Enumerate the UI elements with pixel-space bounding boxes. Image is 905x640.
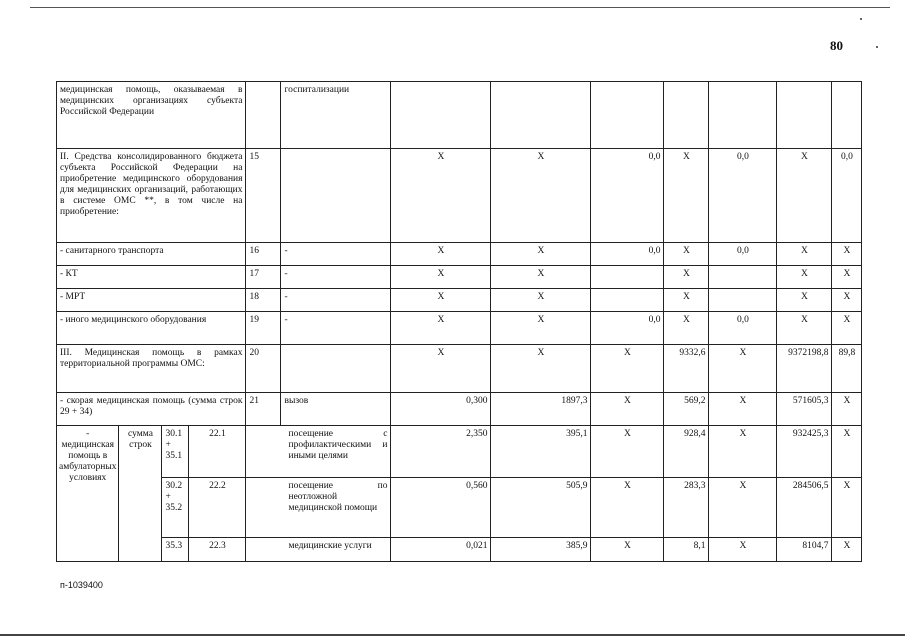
value-cell: X [832, 426, 862, 478]
value-cell: X [491, 266, 591, 289]
value-cell: 0,300 [391, 393, 491, 426]
table-row [57, 82, 862, 149]
table-row [57, 149, 862, 243]
value-cell: 395,1 [491, 426, 591, 478]
value-cell: 89,8 [832, 345, 862, 393]
row-number-cell: 16 [246, 243, 281, 266]
value-cell [709, 82, 777, 149]
value-cell: 8,1 [664, 538, 709, 562]
unit-cell: вызов [281, 393, 391, 426]
value-cell: X [591, 478, 664, 538]
value-cell: 569,2 [664, 393, 709, 426]
value-cell: 0,0 [709, 149, 777, 243]
row-number-cell [246, 82, 281, 149]
value-cell: X [664, 243, 709, 266]
row-reference-cell: 30.2 + 35.2 [162, 478, 189, 538]
value-cell: X [777, 312, 832, 345]
unit-cell: посещение с профилактическими и иными целями [246, 426, 391, 478]
value-cell: X [709, 426, 777, 478]
value-cell: X [777, 243, 832, 266]
data-table [56, 81, 862, 562]
value-cell: 385,9 [491, 538, 591, 562]
value-cell: X [391, 243, 491, 266]
unit-cell: - [281, 243, 391, 266]
unit-cell: - [281, 289, 391, 312]
bottom-scan-rule [0, 634, 905, 636]
unit-cell: медицинские услуги [246, 538, 391, 562]
value-cell: X [664, 289, 709, 312]
top-scan-rule [30, 7, 890, 8]
row-number-cell: 19 [246, 312, 281, 345]
value-cell: X [391, 345, 491, 393]
row-number-cell: 20 [246, 345, 281, 393]
value-cell: 2,350 [391, 426, 491, 478]
value-cell: 0,0 [591, 312, 664, 345]
value-cell: X [591, 426, 664, 478]
value-cell [591, 289, 664, 312]
row-name-cell: - КТ [57, 266, 246, 289]
row-name-cell: - скорая медицинская помощь (сумма строк 29 + 34) [57, 393, 246, 426]
row-number-cell: 22.3 [189, 538, 246, 562]
row-number-cell: 22.2 [189, 478, 246, 538]
table-row [57, 266, 862, 289]
row-name-cell: III. Медицинская помощь в рамках территориальной программы ОМС: [57, 345, 246, 393]
row-number-cell: 18 [246, 289, 281, 312]
value-cell: X [491, 345, 591, 393]
value-cell: 0,0 [832, 149, 862, 243]
value-cell: 0,0 [709, 243, 777, 266]
table-row [57, 538, 862, 562]
value-cell: X [832, 243, 862, 266]
value-cell [591, 82, 664, 149]
value-cell: X [664, 149, 709, 243]
value-cell: X [777, 149, 832, 243]
row-number-cell: 17 [246, 266, 281, 289]
value-cell: 0,0 [591, 243, 664, 266]
value-cell: X [832, 312, 862, 345]
table-row [57, 312, 862, 345]
value-cell: X [391, 149, 491, 243]
value-cell: 8104,7 [777, 538, 832, 562]
value-cell: X [391, 312, 491, 345]
row-name-cell: - МРТ [57, 289, 246, 312]
value-cell: 1897,3 [491, 393, 591, 426]
value-cell [491, 82, 591, 149]
table-row [57, 289, 862, 312]
row-name-cell: - санитарного транспорта [57, 243, 246, 266]
table-row [57, 393, 862, 426]
value-cell: X [491, 289, 591, 312]
value-cell: 284506,5 [777, 478, 832, 538]
value-cell: X [709, 478, 777, 538]
document-code: п-1039400 [60, 580, 103, 590]
value-cell: X [491, 243, 591, 266]
value-cell: X [832, 478, 862, 538]
value-cell: X [777, 289, 832, 312]
value-cell: 9332,6 [664, 345, 709, 393]
sum-of-rows-label: сумма строк [119, 426, 162, 562]
value-cell: X [709, 393, 777, 426]
value-cell [777, 82, 832, 149]
value-cell: 505,9 [491, 478, 591, 538]
value-cell: 9372198,8 [777, 345, 832, 393]
value-cell: X [391, 266, 491, 289]
value-cell: X [832, 393, 862, 426]
value-cell [391, 82, 491, 149]
value-cell [709, 266, 777, 289]
value-cell: X [491, 149, 591, 243]
value-cell: X [777, 266, 832, 289]
row-number-cell: 21 [246, 393, 281, 426]
scan-speck [876, 46, 878, 48]
value-cell: X [591, 538, 664, 562]
value-cell: X [832, 538, 862, 562]
row-name-cell: II. Средства консолидированного бюджета субъекта Российской Федерации на приобретение медицинского оборудования для медицинских организаций, работающих в системе ОМС **, в том числе на приобретение: [57, 149, 246, 243]
ambulatory-care-label: - медицинская помощь в амбулаторных условиях [57, 426, 119, 562]
row-name-cell: медицинская помощь, оказываемая в медицинских организациях субъекта Российской Федерации [57, 82, 246, 149]
value-cell: X [709, 538, 777, 562]
value-cell: 571605,3 [777, 393, 832, 426]
row-name-cell: - иного медицинского оборудования [57, 312, 246, 345]
value-cell: X [709, 345, 777, 393]
row-reference-cell: 30.1 + 35.1 [162, 426, 189, 478]
page-number: 80 [830, 38, 843, 53]
value-cell: 928,4 [664, 426, 709, 478]
value-cell: 0,021 [391, 538, 491, 562]
value-cell [709, 289, 777, 312]
unit-cell: посещение по неотложной медицинской помощи [246, 478, 391, 538]
unit-cell: - [281, 266, 391, 289]
unit-cell [281, 149, 391, 243]
value-cell: X [832, 266, 862, 289]
value-cell [832, 82, 862, 149]
value-cell: X [664, 266, 709, 289]
table-row [57, 478, 862, 538]
value-cell: X [832, 289, 862, 312]
row-number-cell: 22.1 [189, 426, 246, 478]
value-cell: 932425,3 [777, 426, 832, 478]
table-row [57, 426, 862, 478]
value-cell [664, 82, 709, 149]
unit-cell [281, 345, 391, 393]
value-cell [591, 266, 664, 289]
row-number-cell: 15 [246, 149, 281, 243]
table-row [57, 243, 862, 266]
value-cell: 0,560 [391, 478, 491, 538]
value-cell: X [664, 312, 709, 345]
value-cell: 283,3 [664, 478, 709, 538]
unit-cell: - [281, 312, 391, 345]
scan-speck [860, 18, 862, 20]
value-cell: 0,0 [591, 149, 664, 243]
value-cell: X [591, 345, 664, 393]
table-row [57, 345, 862, 393]
value-cell: X [491, 312, 591, 345]
value-cell: 0,0 [709, 312, 777, 345]
unit-cell: госпитализации [281, 82, 391, 149]
row-reference-cell: 35.3 [162, 538, 189, 562]
value-cell: X [591, 393, 664, 426]
value-cell: X [391, 289, 491, 312]
